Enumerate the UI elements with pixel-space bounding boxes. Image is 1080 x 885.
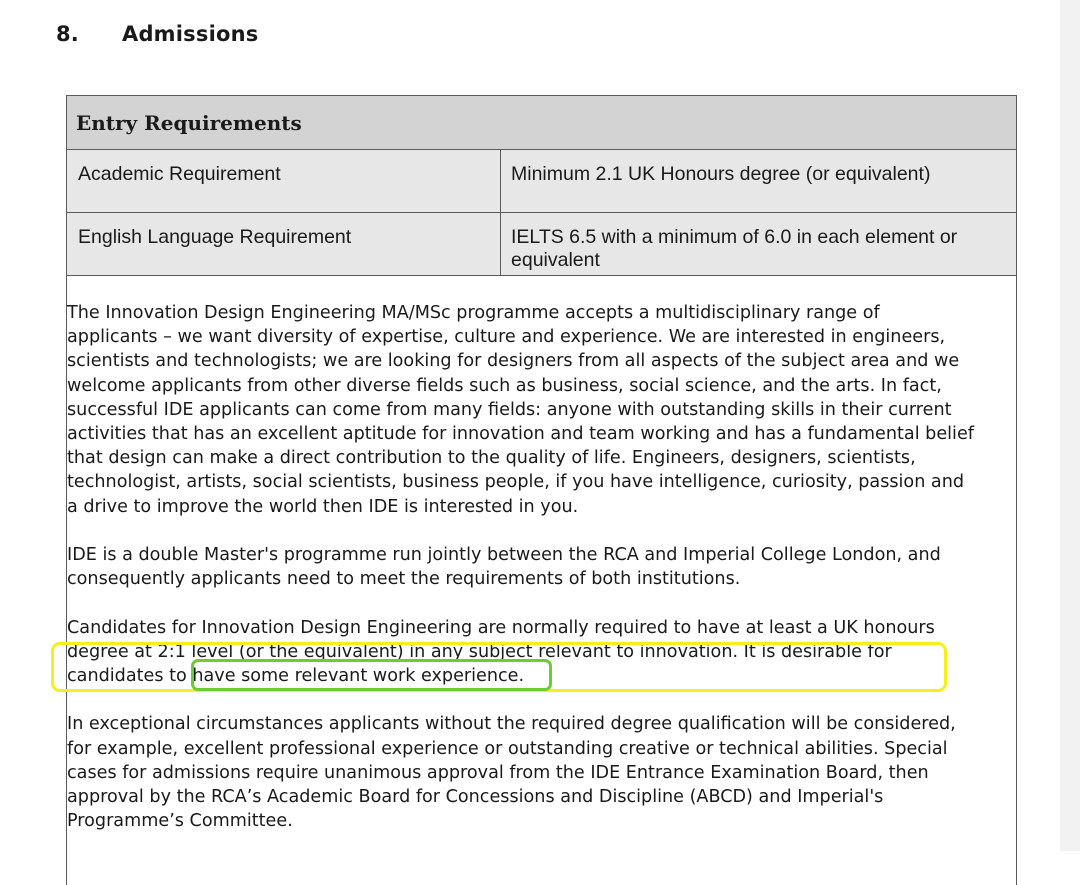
english-requirement-label: English Language Requirement — [67, 213, 501, 275]
paragraph-exceptional: In exceptional circumstances applicants without the required degree qualification will be considered, for example, excellent professional experience or outstanding creative or technical abilities. Special cases for admissions require unanimous approval from the IDE Entrance Examination Board, then approval by the RCA’s Academic Board for Concessions and Discipline (ABCD) and Imperial's Programme’s Committee. — [67, 714, 956, 832]
table-row — [67, 150, 1016, 213]
section-heading — [56, 22, 258, 46]
section-title: Admissions — [122, 22, 259, 46]
english-requirement-value: IELTS 6.5 with a minimum of 6.0 in each element or equivalent — [511, 226, 958, 271]
page-edge — [1060, 0, 1080, 851]
paragraph-double-master: IDE is a double Master's programme run jointly between the RCA and Imperial College London, and consequently applicants need to meet the requirements of both institutions. — [67, 545, 941, 590]
green-highlight-box — [191, 659, 552, 691]
academic-requirement-label: Academic Requirement — [67, 150, 501, 212]
table-title: Entry Requirements — [67, 96, 1016, 150]
academic-requirement-value: Minimum 2.1 UK Honours degree (or equivalent) — [511, 163, 931, 185]
section-number: 8. — [56, 22, 79, 46]
paragraph-applicants: The Innovation Design Engineering MA/MSc programme accepts a multidisciplinary range of applicants – we want diversity of expertise, culture and experience. We are interested in engineers, scientists and technologists; we are looking for designers from all aspects of the subject area and we welcome applicants from other diverse fields such as business, social science, and the arts. In fact, successful IDE applicants can come from many fields: anyone with outstanding skills in their current activities that has an excellent aptitude for innovation and team working and has a fundamental belief that design can make a direct contribution to the quality of life. Engineers, designers, scientists, technologist, artists, social scientists, business people, if you have intelligence, curiosity, passion and a drive to improve the world then IDE is interested in you. — [67, 303, 974, 517]
table-row — [67, 213, 1016, 276]
paragraph-candidates: Candidates for Innovation Design Engineering are normally required to have at least a UK honours degree at 2:1 level (or the equivalent) in any subject relevant to innovation. It is desirable for candidates to have some relevant work experience. — [67, 617, 935, 687]
admissions-body — [67, 301, 1017, 858]
